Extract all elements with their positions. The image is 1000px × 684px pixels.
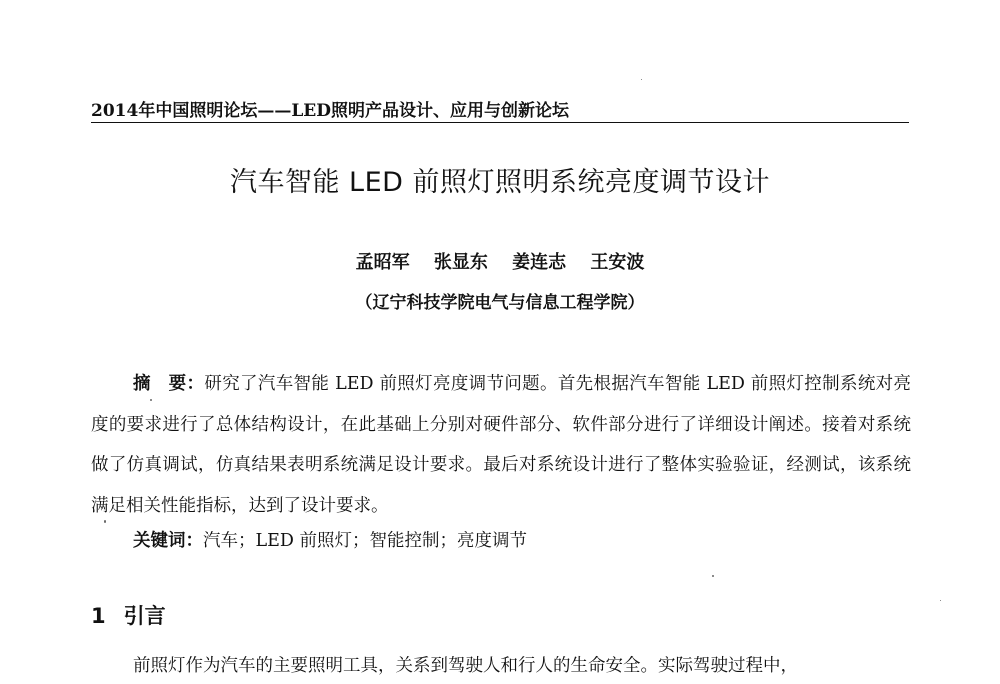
keywords (133, 527, 527, 552)
abstract (91, 364, 911, 526)
section-heading (91, 600, 166, 630)
scan-speck (104, 520, 106, 523)
abstract-text: 研究了汽车智能 LED 前照灯亮度调节问题。首先根据汽车智能 LED 前照灯控制系统对亮度的要求进行了总体结构设计，在此基础上分别对硬件部分、软件部分进行了详细设计阐述。接着对系统做了仿真调试，仿真结果表明系统满足设计要求。最后对系统设计进行了整体实验验证，经测试，该系统满足相关性能指标，达到了设计要求。 (91, 374, 911, 516)
scan-speck (641, 79, 642, 80)
paper-title: 汽车智能 LED 前照灯照明系统亮度调节设计 (229, 167, 771, 198)
affiliation: （辽宁科技学院电气与信息工程学院） (355, 293, 645, 313)
abstract-label: 摘 要： (133, 374, 205, 394)
authors: 孟昭军 张显东 姜连志 王安波 (355, 252, 645, 273)
scan-speck (712, 575, 714, 577)
keywords-text: 汽车；LED 前照灯；智能控制；亮度调节 (203, 531, 527, 551)
running-header: 2014年中国照明论坛——LED照明产品设计、应用与创新论坛 (91, 101, 569, 121)
scan-speck (940, 600, 941, 601)
header-rule (91, 122, 909, 123)
section-title: 引言 (123, 604, 166, 628)
scan-speck (150, 399, 152, 401)
keywords-label: 关键词： (133, 531, 203, 551)
section-number: 1 (91, 604, 106, 628)
body-text-line: 前照灯作为汽车的主要照明工具，关系到驾驶人和行人的生命安全。实际驾驶过程中， (133, 656, 798, 676)
